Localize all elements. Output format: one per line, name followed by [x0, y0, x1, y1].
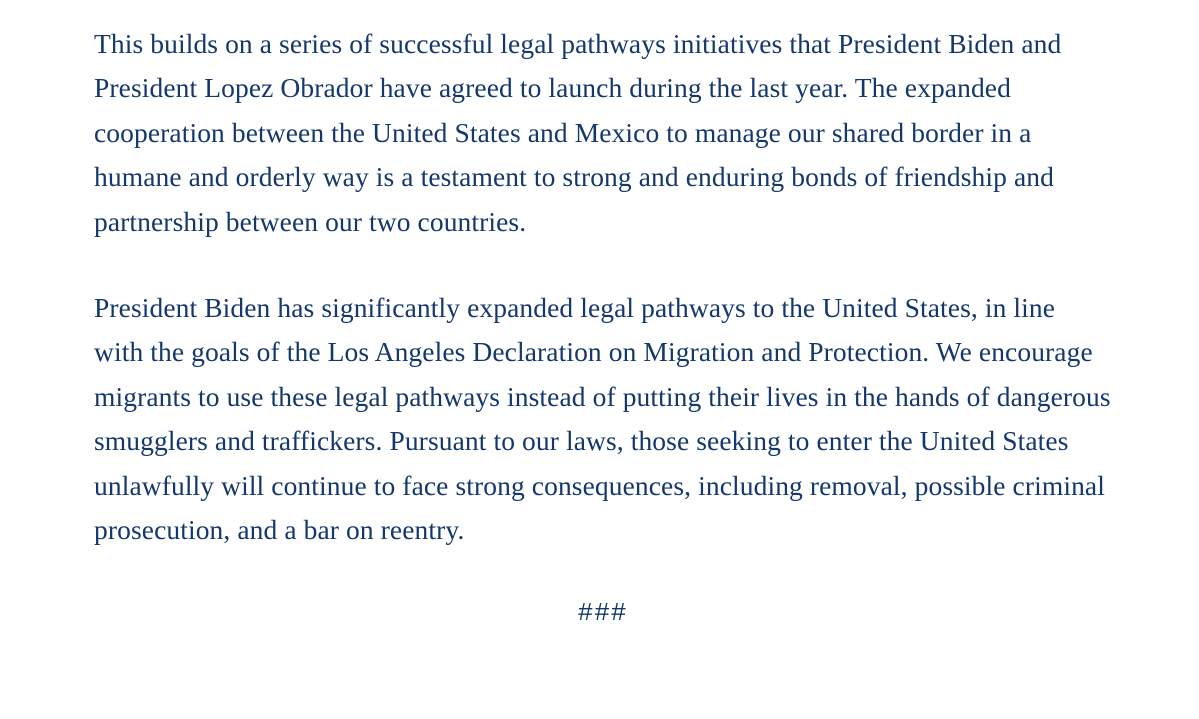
- paragraph-2: President Biden has significantly expanded legal pathways to the United States, in line with the goals of the Los Angeles Declaration on Migration and Protection. We encourage migrants to use these legal pathways instead of putting their lives in the hands of dangerous smugglers and traffickers. Pursuant to our laws, those seeking to enter the United States unlawfully will continue to face strong consequences, including removal, possible criminal prosecution, and a bar on reentry.: [94, 292, 1111, 546]
- end-marker: ###: [577, 598, 628, 629]
- paragraph-1: This builds on a series of successful legal pathways initiatives that President Biden and President Lopez Obrador have agreed to launch during the last year. The expanded cooperation between the United States and Mexico to manage our shared border in a humane and orderly way is a testament to strong and enduring bonds of friendship and partnership between our two countries.: [94, 28, 1062, 237]
